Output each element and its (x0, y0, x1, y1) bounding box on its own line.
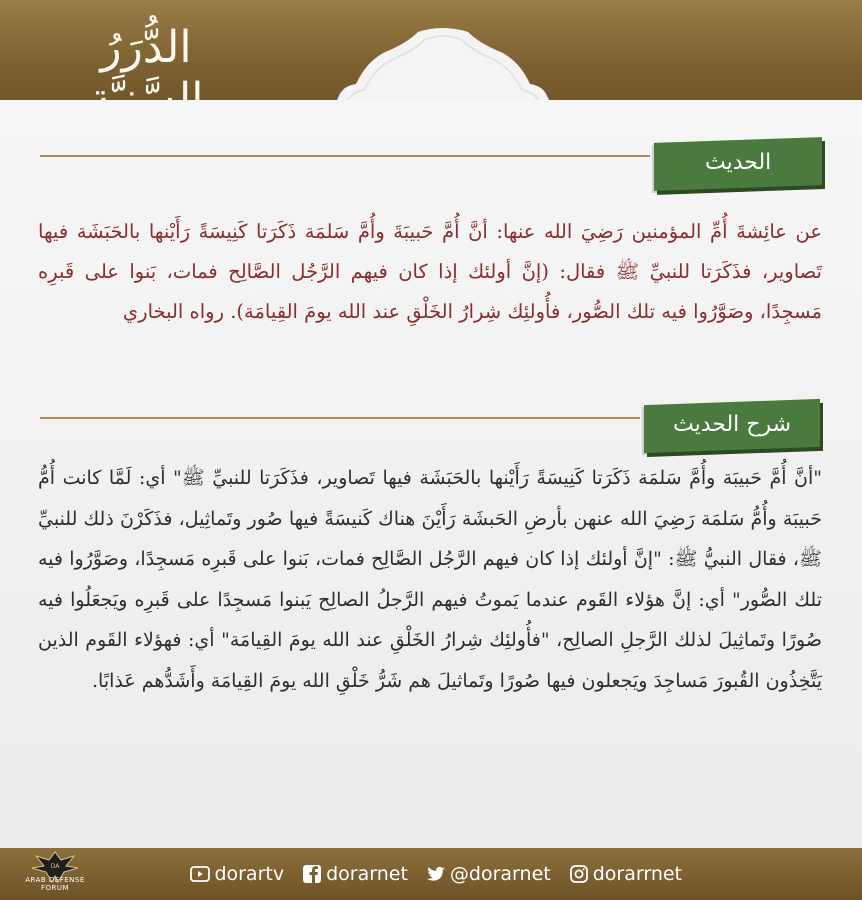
svg-text:DA: DA (50, 863, 60, 870)
social-instagram[interactable] (569, 863, 682, 885)
logo-text: الدُّرَرُ (100, 22, 192, 73)
watermark-logo (16, 846, 94, 898)
sharh-title-badge (644, 399, 820, 453)
twitter-icon (426, 864, 446, 884)
footer-bar (0, 848, 862, 900)
youtube-handle: dorartv (214, 863, 285, 885)
twitter-handle: @dorarnet (449, 863, 551, 885)
social-twitter[interactable] (426, 863, 551, 885)
social-facebook[interactable] (302, 863, 408, 885)
social-links (190, 848, 682, 900)
social-youtube[interactable] (190, 863, 284, 885)
instagram-handle: dorarrnet (592, 863, 682, 885)
divider-hadith (40, 155, 650, 157)
sharh-title: شرح الحديث (672, 412, 792, 437)
facebook-handle: dorarnet (326, 863, 408, 885)
instagram-icon (569, 864, 589, 884)
hadith-title-badge (654, 137, 822, 191)
youtube-icon (190, 864, 210, 884)
hadith-title: الحديث (704, 150, 772, 176)
hadith-text: عن عائِشةَ أُمِّ المؤمنين رَضِيَ الله عنها: أنَّ أُمَّ حَبيبَةَ وأُمَّ سَلمَة ذَكَرَتا كَنِيسَةً رَأَيْنها بالحَبَشَة فيها تَصاوير، فذَكَرَتا للنبيِّ ﷺ فقال: (إنَّ أولئك إذا كان فيهم الرَّجُل الصَّالِح فمات، بَنوا على قَبرِه مَسجِدًا، وصَوَّرُوا فيه تلك الصُّور، فأُولئِك شِرارُ الخَلْقِ عند الله يومَ القِيامَة). رواه البخاري (38, 220, 822, 323)
sharh-text: "أنَّ أُمَّ حَبيبَة وأُمَّ سَلمَة ذَكَرَتا كَنِيسَةً رَأَيْنها بالحَبَشَة فيها تَصاوير، فذَكَرَتا للنبيِّ ﷺ" أي: لَمَّا كانت أُمُّ حَبيبَة وأُمُّ سَلمَة رَضِيَ الله عنهن بأرضِ الحَبشَة رَأَيْنَ هناك كَنيسَةً فيها صُور وتَماثِيل، فذَكَرْنَ ذلك للنبيِّ ﷺ، فقال النبيُّ ﷺ: "إنَّ أولئك إذا كان فيهم الرَّجُل الصَّالِح فمات، بَنوا على قَبرِه مَسجِدًا، وصَوَّرُوا فيه تلك الصُّور" أي: إنَّ هؤلاء القَوم عندما يَموتُ فيهم الرَّجلُ الصالِح يَبنوا مَسجِدًا على قَبرِه ويَجعَلُوا فيه صُورًا وتَماثِيلَ لذلك الرَّجلِ الصالِح، "فأُولئِك شِرارُ الخَلْقِ عند الله يومَ القِيامَة" أي: فهؤلاء القَوم الذين يَتَّخِذُون القُبورَ مَساجِدَ ويَجعلون فيها صُورًا وتَماثيلَ هم شَرُّ خَلْقِ الله يومَ القِيامَة وأَشَدُّهم عَذابًا. (38, 467, 822, 692)
facebook-icon (302, 864, 322, 884)
divider-sharh (40, 417, 640, 419)
watermark-text: ARAB DEFENSE FORUM (25, 876, 85, 892)
